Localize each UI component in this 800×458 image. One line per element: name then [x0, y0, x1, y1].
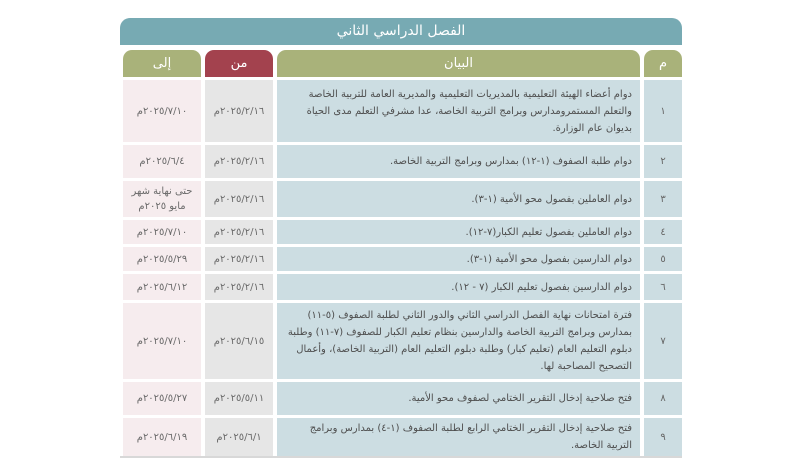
table-row — [120, 220, 682, 244]
header-from: من — [205, 50, 273, 77]
table-row — [120, 274, 682, 300]
row-description: فتح صلاحية إدخال التقرير الختامي الرابع لطلبة الصفوف (١-٤) بمدارس وبرامج التربية الخاصة. — [277, 418, 640, 456]
row-number: ٧ — [644, 303, 682, 379]
table-row — [120, 80, 682, 142]
row-description: دوام الدارسين بفصول محو الأمية (١-٣). — [277, 247, 640, 271]
header-to: إلى — [123, 50, 201, 77]
row-end-date: ٢٠٢٥/٦/٤م — [123, 145, 201, 178]
row-start-date: ٢٠٢٥/٢/١٦م — [205, 145, 273, 178]
header-number: م — [644, 50, 682, 77]
row-start-date: ٢٠٢٥/٢/١٦م — [205, 247, 273, 271]
table-row — [120, 181, 682, 217]
row-end-date: حتى نهاية شهر مايو ٢٠٢٥م — [123, 181, 201, 217]
row-description: دوام الدارسين بفصول تعليم الكبار (٧ - ١٢). — [277, 274, 640, 300]
row-description: دوام العاملين بفصول تعليم الكبار(٧-١٢). — [277, 220, 640, 244]
schedule-table — [120, 18, 682, 458]
row-start-date: ٢٠٢٥/٢/١٦م — [205, 181, 273, 217]
row-number: ٥ — [644, 247, 682, 271]
row-end-date: ٢٠٢٥/٥/٢٧م — [123, 382, 201, 415]
row-end-date: ٢٠٢٥/٦/١٢م — [123, 274, 201, 300]
row-start-date: ٢٠٢٥/٦/١م — [205, 418, 273, 456]
row-description: فتح صلاحية إدخال التقرير الختامي لصفوف محو الأمية. — [277, 382, 640, 415]
table-row — [120, 418, 682, 456]
row-end-date: ٢٠٢٥/٦/١٩م — [123, 418, 201, 456]
row-description: دوام أعضاء الهيئة التعليمية بالمديريات التعليمية والمديرية العامة للتربية الخاصة والتعلم المستمرومدارس وبرامج التربية الخاصة، عدا مشرفي التعلم مدى الحياة بديوان عام الوزارة. — [277, 80, 640, 142]
row-number: ٦ — [644, 274, 682, 300]
table-row — [120, 303, 682, 379]
row-description: فترة امتحانات نهاية الفصل الدراسي الثاني والدور الثاني لطلبة الصفوف (٥-١١) بمدارس وبرامج التربية الخاصة والدارسين بنظام تعليم الكبار للصفوف (٧-١١) وطلبة دبلوم التعليم العام (تعليم كبار) وطلبة دبلوم التعليم العام (التربية الخاصة)، وأعمال التصحيح المصاحبة لها. — [277, 303, 640, 379]
row-end-date: ٢٠٢٥/٥/٢٩م — [123, 247, 201, 271]
table-row — [120, 382, 682, 415]
row-start-date: ٢٠٢٥/٢/١٦م — [205, 80, 273, 142]
row-number: ٨ — [644, 382, 682, 415]
header-description: البيان — [277, 50, 640, 77]
row-start-date: ٢٠٢٥/٢/١٦م — [205, 274, 273, 300]
row-start-date: ٢٠٢٥/٢/١٦م — [205, 220, 273, 244]
row-number: ٣ — [644, 181, 682, 217]
row-number: ١ — [644, 80, 682, 142]
table-row — [120, 247, 682, 271]
table-body — [120, 80, 682, 456]
row-description: دوام طلبة الصفوف (١-١٢) بمدارس وبرامج التربية الخاصة. — [277, 145, 640, 178]
row-number: ٢ — [644, 145, 682, 178]
table-row — [120, 145, 682, 178]
row-start-date: ٢٠٢٥/٥/١١م — [205, 382, 273, 415]
row-number: ٩ — [644, 418, 682, 456]
row-description: دوام العاملين بفصول محو الأمية (١-٣). — [277, 181, 640, 217]
row-end-date: ٢٠٢٥/٧/١٠م — [123, 80, 201, 142]
header-row — [120, 50, 682, 77]
row-number: ٤ — [644, 220, 682, 244]
row-end-date: ٢٠٢٥/٧/١٠م — [123, 303, 201, 379]
row-start-date: ٢٠٢٥/٦/١٥م — [205, 303, 273, 379]
table-title: الفصل الدراسي الثاني — [120, 18, 682, 45]
row-end-date: ٢٠٢٥/٧/١٠م — [123, 220, 201, 244]
